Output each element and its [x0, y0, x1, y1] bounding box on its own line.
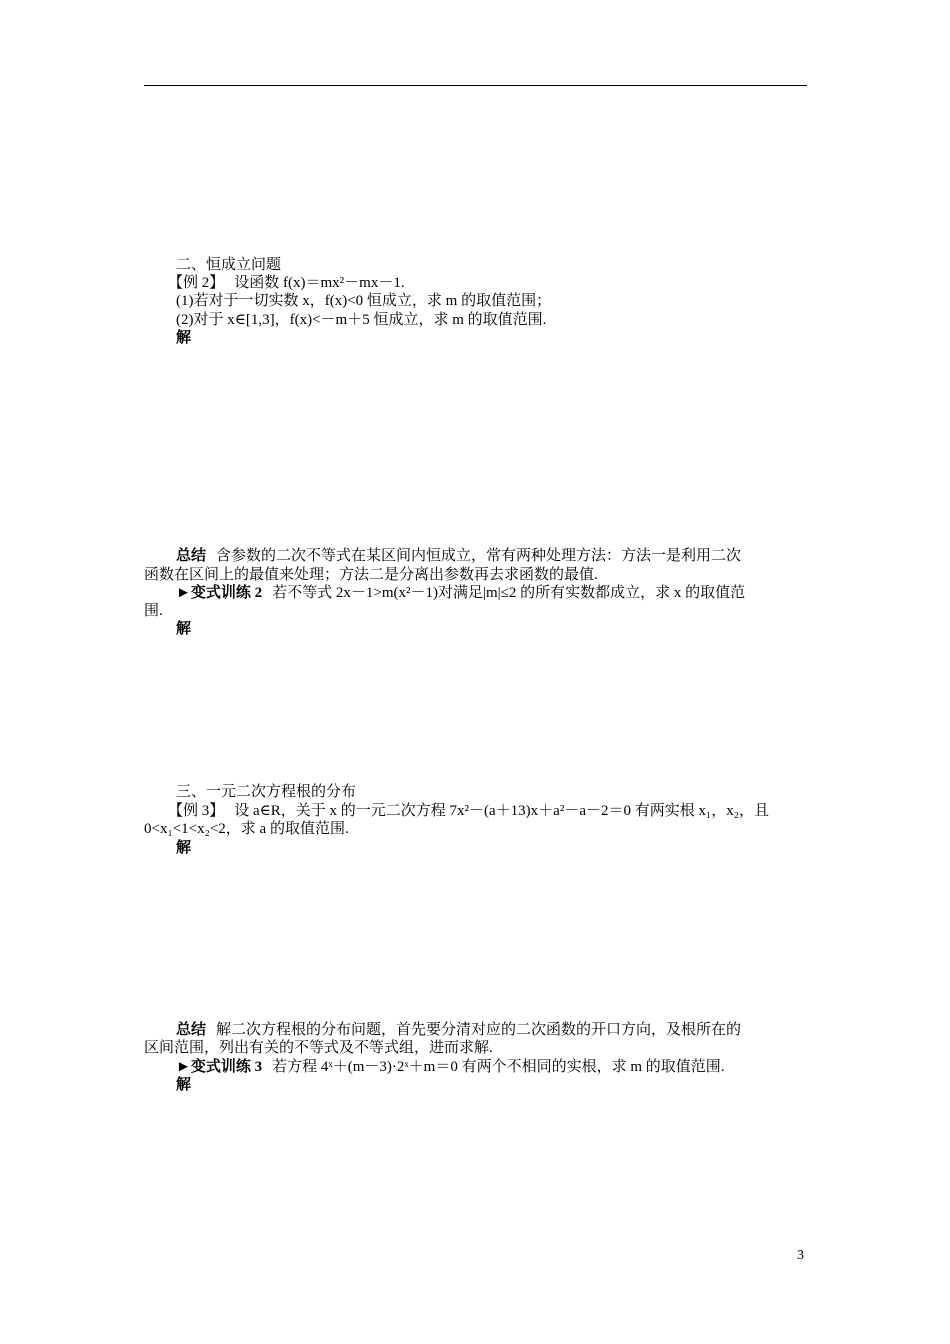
example-3-tag: 【例 3】	[168, 803, 225, 819]
example-3-line-2: 0<x₁<1<x₂<2，求 a 的取值范围.	[144, 821, 349, 837]
solution-label: 解	[176, 621, 192, 637]
header-rule	[144, 85, 807, 86]
summary-2-line-2: 区间范围，列出有关的不等式及不等式组，进而求解.	[144, 1040, 493, 1056]
example-2-text: 设函数 f(x)＝mx²－mx－1.	[234, 275, 405, 291]
summary-1-text-1: 含参数的二次不等式在某区间内恒成立，常有两种处理方法：方法一是利用二次	[216, 548, 742, 564]
example-2-question-1: (1)若对于一切实数 x，f(x)<0 恒成立，求 m 的取值范围；	[176, 293, 552, 309]
variant-3-label: ►变式训练 3	[176, 1059, 263, 1075]
solution-label: 解	[176, 1077, 192, 1093]
summary-label: 总结	[176, 1022, 207, 1038]
summary-1-line-2: 函数在区间上的最值来处理；方法二是分离出参数再去求函数的最值.	[144, 567, 598, 583]
section-heading-3: 三、一元二次方程根的分布	[176, 784, 357, 800]
summary-1-line-1	[176, 546, 741, 566]
page-number: 3	[797, 1248, 804, 1263]
variant-2-text-1: 若不等式 2x－1>m(x²－1)对满足|m|≤2 的所有实数都成立，求 x 的取值范	[272, 585, 746, 601]
variant-3-line	[176, 1057, 725, 1077]
summary-label: 总结	[176, 548, 207, 564]
variant-2-label: ►变式训练 2	[176, 585, 263, 601]
variant-2-line-1	[176, 583, 745, 603]
solution-label: 解	[176, 330, 192, 346]
example-3-line-1	[168, 801, 769, 821]
summary-2-text-1: 解二次方程根的分布问题，首先要分清对应的二次函数的开口方向，及根所在的	[216, 1022, 742, 1038]
variant-3-text: 若方程 4ˣ＋(m－3)·2ˣ＋m＝0 有两个不相同的实根，求 m 的取值范围.	[272, 1059, 725, 1075]
example-3-text-1: 设 a∈R，关于 x 的一元二次方程 7x²－(a＋13)x＋a²－a－2＝0 有两实根 x₁，x₂，且	[234, 803, 769, 819]
summary-2-line-1	[176, 1020, 741, 1040]
example-2-stem	[168, 273, 405, 293]
example-2-question-2: (2)对于 x∈[1,3]，f(x)<－m＋5 恒成立，求 m 的取值范围.	[176, 312, 547, 328]
solution-label: 解	[176, 840, 192, 856]
example-2-tag: 【例 2】	[168, 275, 225, 291]
section-heading-2: 二、恒成立问题	[176, 257, 282, 273]
variant-2-line-2: 围.	[144, 603, 163, 619]
